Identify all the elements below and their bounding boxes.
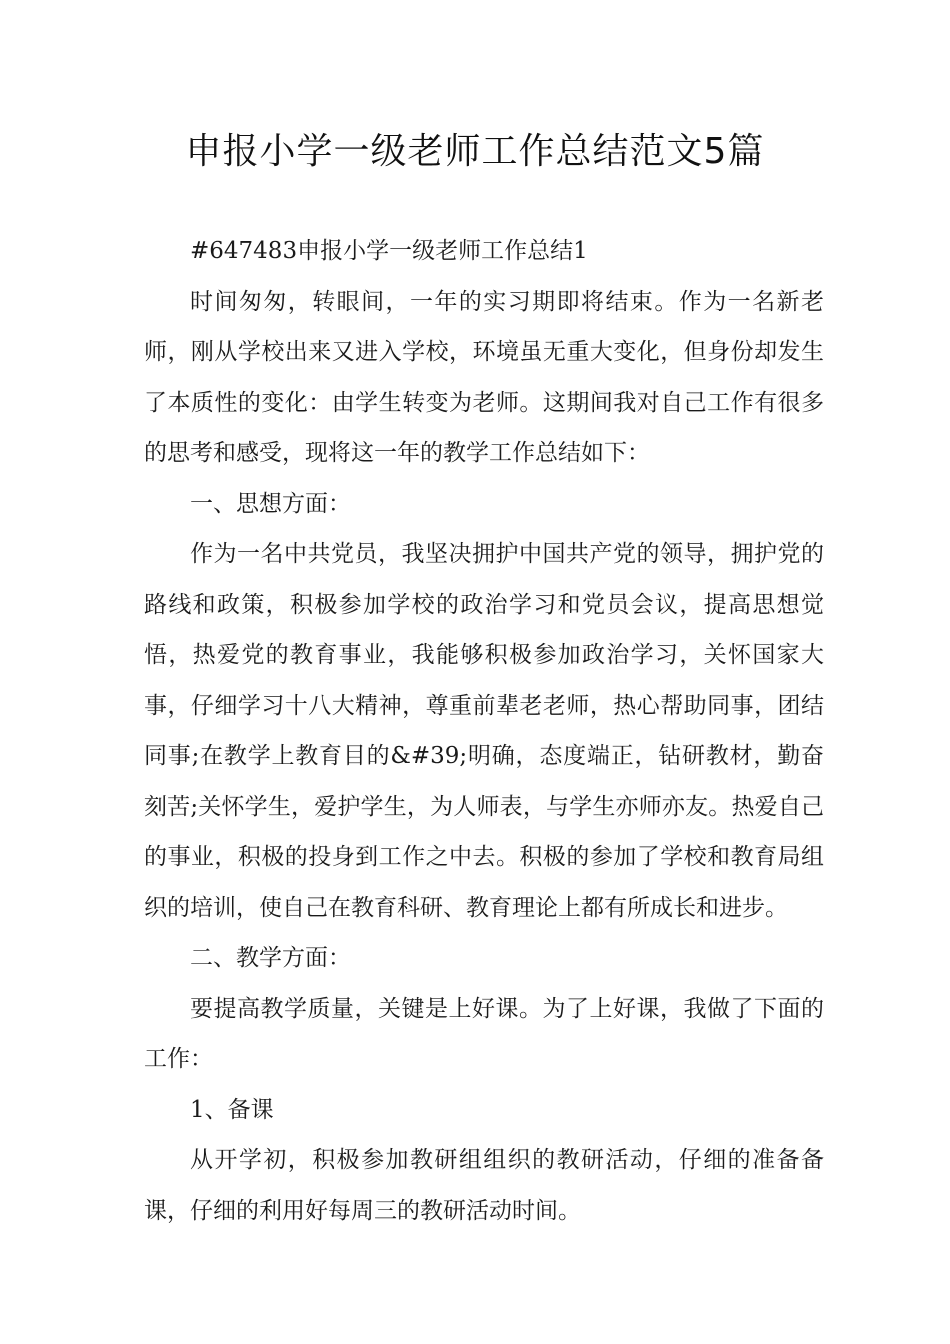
section-heading: 1、备课 [190,1096,274,1123]
section-heading: 一、思想方面： [190,490,351,517]
paragraph: 从开学初，积极参加教研组组织的教研活动，仔细的准备备课，仔细的利用好每周三的教研活动时间。 [144,1147,824,1224]
section-heading: #647483申报小学一级老师工作总结1 [190,238,588,264]
document-body [144,226,824,1236]
paragraph: 时间匆匆，转眼间，一年的实习期即将结束。作为一名新老师，刚从学校出来又进入学校，环境虽无重大变化，但身份却发生了本质性的变化：由学生转变为老师。这期间我对自己工作有很多的思考和感受，现将这一年的教学工作总结如下： [144,288,824,466]
paragraph: 作为一名中共党员，我坚决拥护中国共产党的领导，拥护党的路线和政策，积极参加学校的政治学习和党员会议，提高思想觉悟，热爱党的教育事业，我能够积极参加政治学习，关怀国家大事，仔细学习十八大精神，尊重前辈老老师，热心帮助同事，团结同事;在教学上教育目的&#39;明确，态度端正，钻研教材，勤奋刻苦;关怀学生，爱护学生，为人师表，与学生亦师亦友。热爱自己的事业，积极的投身到工作之中去。积极的参加了学校和教育局组织的培训，使自己在教育科研、教育理论上都有所成长和进步。 [144,541,824,921]
document-title: 申报小学一级老师工作总结范文5篇 [185,131,765,172]
paragraph: 要提高教学质量，关键是上好课。为了上好课，我做了下面的工作： [144,995,824,1072]
section-heading: 二、教学方面： [190,945,351,971]
